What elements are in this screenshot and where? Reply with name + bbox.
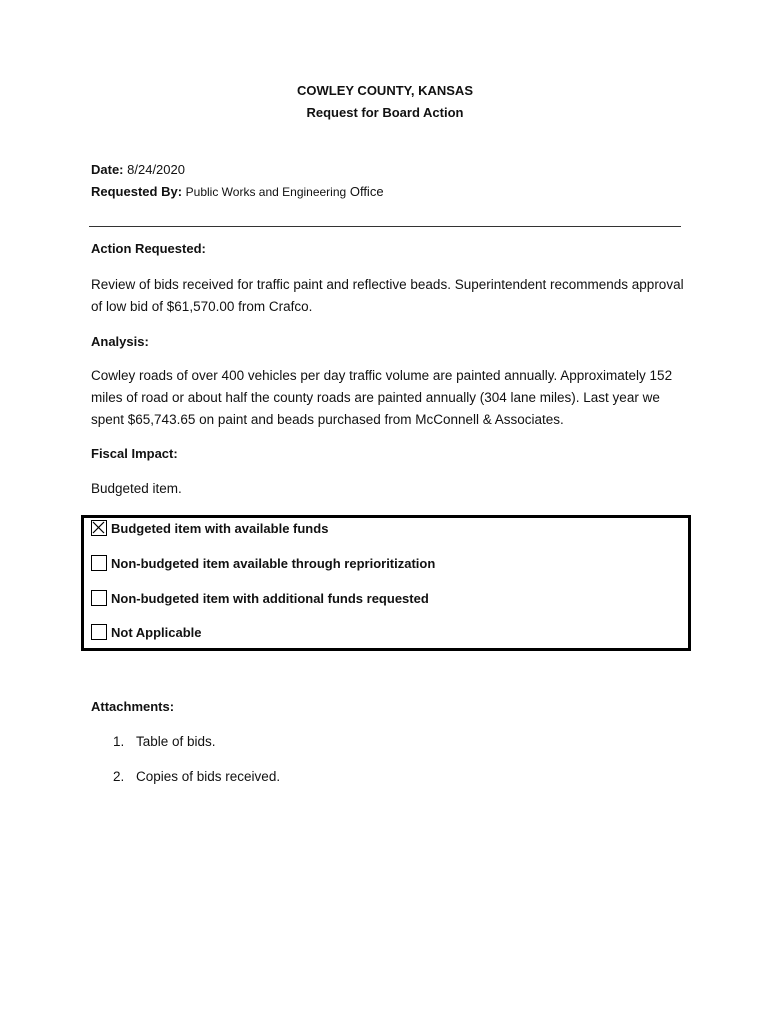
requested-by-line <box>91 184 384 199</box>
fiscal-option-label: Budgeted item with available funds <box>111 520 329 536</box>
form-title: Request for Board Action <box>306 105 464 120</box>
fiscal-option-additional-funds[interactable] <box>91 589 429 607</box>
list-item-text: Copies of bids received. <box>136 769 281 784</box>
fiscal-heading: Fiscal Impact: <box>91 446 178 461</box>
fiscal-text: Budgeted item. <box>91 481 182 496</box>
action-text: Review of bids received for traffic paint and reflective beads. Superintendent recommends approval of low bid of $61,570.00 from Crafco. <box>91 277 684 314</box>
requested-by-label: Requested By: <box>91 184 183 199</box>
fiscal-option-reprioritization[interactable] <box>91 554 435 572</box>
checkbox-icon[interactable] <box>91 590 107 606</box>
list-item-number: 1. <box>113 734 125 749</box>
action-heading: Action Requested: <box>91 241 206 256</box>
requested-by-value: Public Works and Engineering <box>185 185 347 199</box>
fiscal-option-budgeted[interactable] <box>91 519 328 537</box>
fiscal-option-label: Not Applicable <box>111 624 202 640</box>
list-item-text: Table of bids. <box>136 734 216 749</box>
checkbox-checked-icon[interactable] <box>91 520 107 536</box>
county-title: COWLEY COUNTY, KANSAS <box>297 83 473 98</box>
list-item <box>113 769 280 784</box>
date-line <box>91 162 185 177</box>
checkbox-icon[interactable] <box>91 624 107 640</box>
checkbox-icon[interactable] <box>91 555 107 571</box>
attachments-heading: Attachments: <box>91 699 175 714</box>
analysis-text: Cowley roads of over 400 vehicles per day traffic volume are painted annually. Approximately 152 miles of road or about half the county roads are painted annually (304 lane miles). Last year we spent $65,743.65 on paint and beads purchased from McConnell & Associates. <box>91 368 673 427</box>
fiscal-option-label: Non-budgeted item with additional funds requested <box>111 590 429 606</box>
requested-by-value-office: Office <box>349 184 384 199</box>
date-value: 8/24/2020 <box>127 162 185 177</box>
analysis-heading: Analysis: <box>91 334 149 349</box>
fiscal-option-label: Non-budgeted item available through reprioritization <box>111 555 436 571</box>
date-label: Date: <box>91 162 124 177</box>
list-item <box>113 734 216 749</box>
list-item-number: 2. <box>113 769 125 784</box>
fiscal-option-not-applicable[interactable] <box>91 623 202 641</box>
section-divider <box>89 226 681 227</box>
